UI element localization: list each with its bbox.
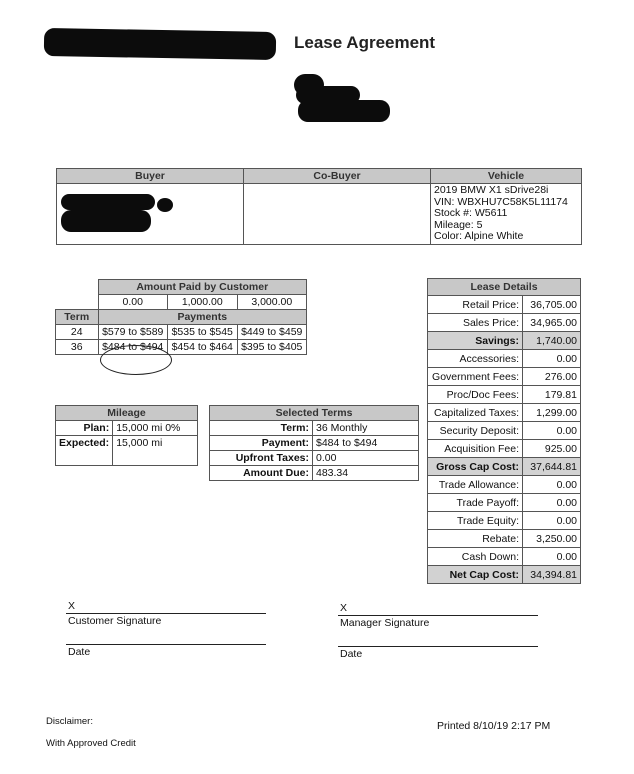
lease-details-table (427, 278, 581, 584)
lease-detail-row (428, 404, 581, 422)
vehicle-model: 2019 BMW X1 sDrive28i (434, 184, 549, 196)
customer-x-mark: X (68, 600, 76, 612)
credit-note: With Approved Credit (46, 738, 136, 749)
payment-24-2: $449 to $459 (237, 325, 307, 340)
payments-header: Payments (98, 310, 307, 325)
mileage-header: Mileage (56, 406, 198, 421)
payments-table (55, 279, 307, 355)
lease-detail-row (428, 458, 581, 476)
amount-col-0: 0.00 (98, 295, 168, 310)
lease-detail-value: 0.00 (523, 476, 581, 494)
lease-detail-label: Trade Payoff: (428, 494, 523, 512)
lease-detail-row (428, 296, 581, 314)
selected-terms-table (209, 405, 419, 481)
lease-detail-label: Sales Price: (428, 314, 523, 332)
redacted-buyer-address (61, 210, 151, 232)
payment-label: Payment: (210, 436, 313, 451)
redacted-buyer-dot (157, 198, 173, 212)
buyer-header: Buyer (57, 169, 244, 184)
manager-signature-label: Manager Signature (340, 617, 430, 629)
lease-detail-value: 0.00 (523, 422, 581, 440)
lease-detail-label: Cash Down: (428, 548, 523, 566)
lease-detail-label: Trade Equity: (428, 512, 523, 530)
lease-detail-value: 276.00 (523, 368, 581, 386)
selected-terms-header: Selected Terms (210, 406, 419, 421)
amount-col-2: 3,000.00 (237, 295, 307, 310)
vehicle-stock: Stock #: W5611 (434, 207, 508, 219)
manager-x-mark: X (340, 602, 348, 614)
lease-detail-label: Government Fees: (428, 368, 523, 386)
lease-detail-label: Savings: (428, 332, 523, 350)
redacted-dealer-name (44, 28, 276, 60)
lease-detail-label: Security Deposit: (428, 422, 523, 440)
lease-detail-row (428, 440, 581, 458)
lease-detail-row (428, 530, 581, 548)
vehicle-mileage: Mileage: 5 (434, 218, 483, 231)
lease-detail-value: 37,644.81 (523, 458, 581, 476)
mileage-plan-label: Plan: (56, 421, 113, 436)
payment-24-1: $535 to $545 (168, 325, 238, 340)
payment-value: $484 to $494 (313, 436, 419, 451)
page-title: Lease Agreement (294, 33, 436, 52)
lease-detail-label: Gross Cap Cost: (428, 458, 523, 476)
cobuyer-cell (244, 184, 431, 245)
lease-detail-label: Rebate: (428, 530, 523, 548)
amount-col-1: 1,000.00 (168, 295, 238, 310)
lease-details-header: Lease Details (428, 279, 581, 296)
upfront-taxes-value: 0.00 (313, 451, 419, 466)
term-36: 36 (56, 340, 99, 355)
term-header: Term (56, 310, 99, 325)
amount-due-label: Amount Due: (210, 466, 313, 481)
customer-date-line (66, 644, 266, 645)
upfront-taxes-label: Upfront Taxes: (210, 451, 313, 466)
redacted-buyer-name (61, 194, 155, 210)
lease-detail-value: 34,965.00 (523, 314, 581, 332)
lease-detail-row (428, 548, 581, 566)
lease-detail-row (428, 386, 581, 404)
lease-detail-label: Net Cap Cost: (428, 566, 523, 584)
lease-detail-row (428, 476, 581, 494)
mileage-plan-value: 15,000 mi 0% (113, 421, 198, 436)
lease-detail-value: 179.81 (523, 386, 581, 404)
lease-detail-value: 34,394.81 (523, 566, 581, 584)
mileage-table (55, 405, 198, 466)
lease-detail-label: Accessories: (428, 350, 523, 368)
payment-36-1: $454 to $464 (168, 340, 238, 355)
term-24: 24 (56, 325, 99, 340)
customer-date-label: Date (68, 646, 91, 658)
lease-detail-row (428, 314, 581, 332)
lease-detail-value: 0.00 (523, 548, 581, 566)
term-value: 36 Monthly (313, 421, 419, 436)
lease-detail-label: Proc/Doc Fees: (428, 386, 523, 404)
lease-detail-row (428, 368, 581, 386)
lease-detail-label: Retail Price: (428, 296, 523, 314)
lease-detail-row (428, 566, 581, 584)
customer-signature-label: Customer Signature (68, 615, 162, 627)
lease-detail-label: Capitalized Taxes: (428, 404, 523, 422)
lease-detail-value: 3,250.00 (523, 530, 581, 548)
manager-signature-line (338, 615, 538, 616)
mileage-expected-value: 15,000 mi (113, 436, 198, 466)
lease-detail-label: Trade Allowance: (428, 476, 523, 494)
disclaimer-label: Disclaimer: (46, 716, 93, 727)
lease-detail-row (428, 350, 581, 368)
manager-date-label: Date (340, 648, 363, 660)
lease-detail-value: 925.00 (523, 440, 581, 458)
manager-date-line (338, 646, 538, 647)
redacted-address-3 (298, 100, 390, 122)
lease-detail-value: 36,705.00 (523, 296, 581, 314)
cobuyer-header: Co-Buyer (244, 169, 431, 184)
lease-detail-row (428, 512, 581, 530)
printed-timestamp: Printed 8/10/19 2:17 PM (437, 720, 551, 732)
payment-24-0: $579 to $589 (98, 325, 168, 340)
lease-detail-row (428, 332, 581, 350)
payment-36-0: $484 to $494 (98, 340, 168, 355)
lease-detail-value: 1,740.00 (523, 332, 581, 350)
lease-detail-row (428, 422, 581, 440)
lease-detail-row (428, 494, 581, 512)
amount-due-value: 483.34 (313, 466, 419, 481)
buyer-cell (57, 184, 244, 245)
lease-detail-value: 0.00 (523, 350, 581, 368)
customer-signature-line (66, 613, 266, 614)
vehicle-vin: VIN: WBXHU7C58K5L11174 (434, 195, 568, 208)
selected-payment-circle (100, 345, 172, 375)
lease-detail-value: 0.00 (523, 512, 581, 530)
vehicle-cell (431, 184, 582, 245)
lease-detail-value: 0.00 (523, 494, 581, 512)
mileage-expected-label: Expected: (56, 436, 113, 466)
lease-detail-label: Acquisition Fee: (428, 440, 523, 458)
lease-detail-value: 1,299.00 (523, 404, 581, 422)
buyer-vehicle-table (56, 168, 582, 245)
amount-paid-header: Amount Paid by Customer (98, 280, 307, 295)
vehicle-header: Vehicle (431, 169, 582, 184)
term-label: Term: (210, 421, 313, 436)
payment-36-2: $395 to $405 (237, 340, 307, 355)
vehicle-color: Color: Alpine White (434, 230, 524, 242)
